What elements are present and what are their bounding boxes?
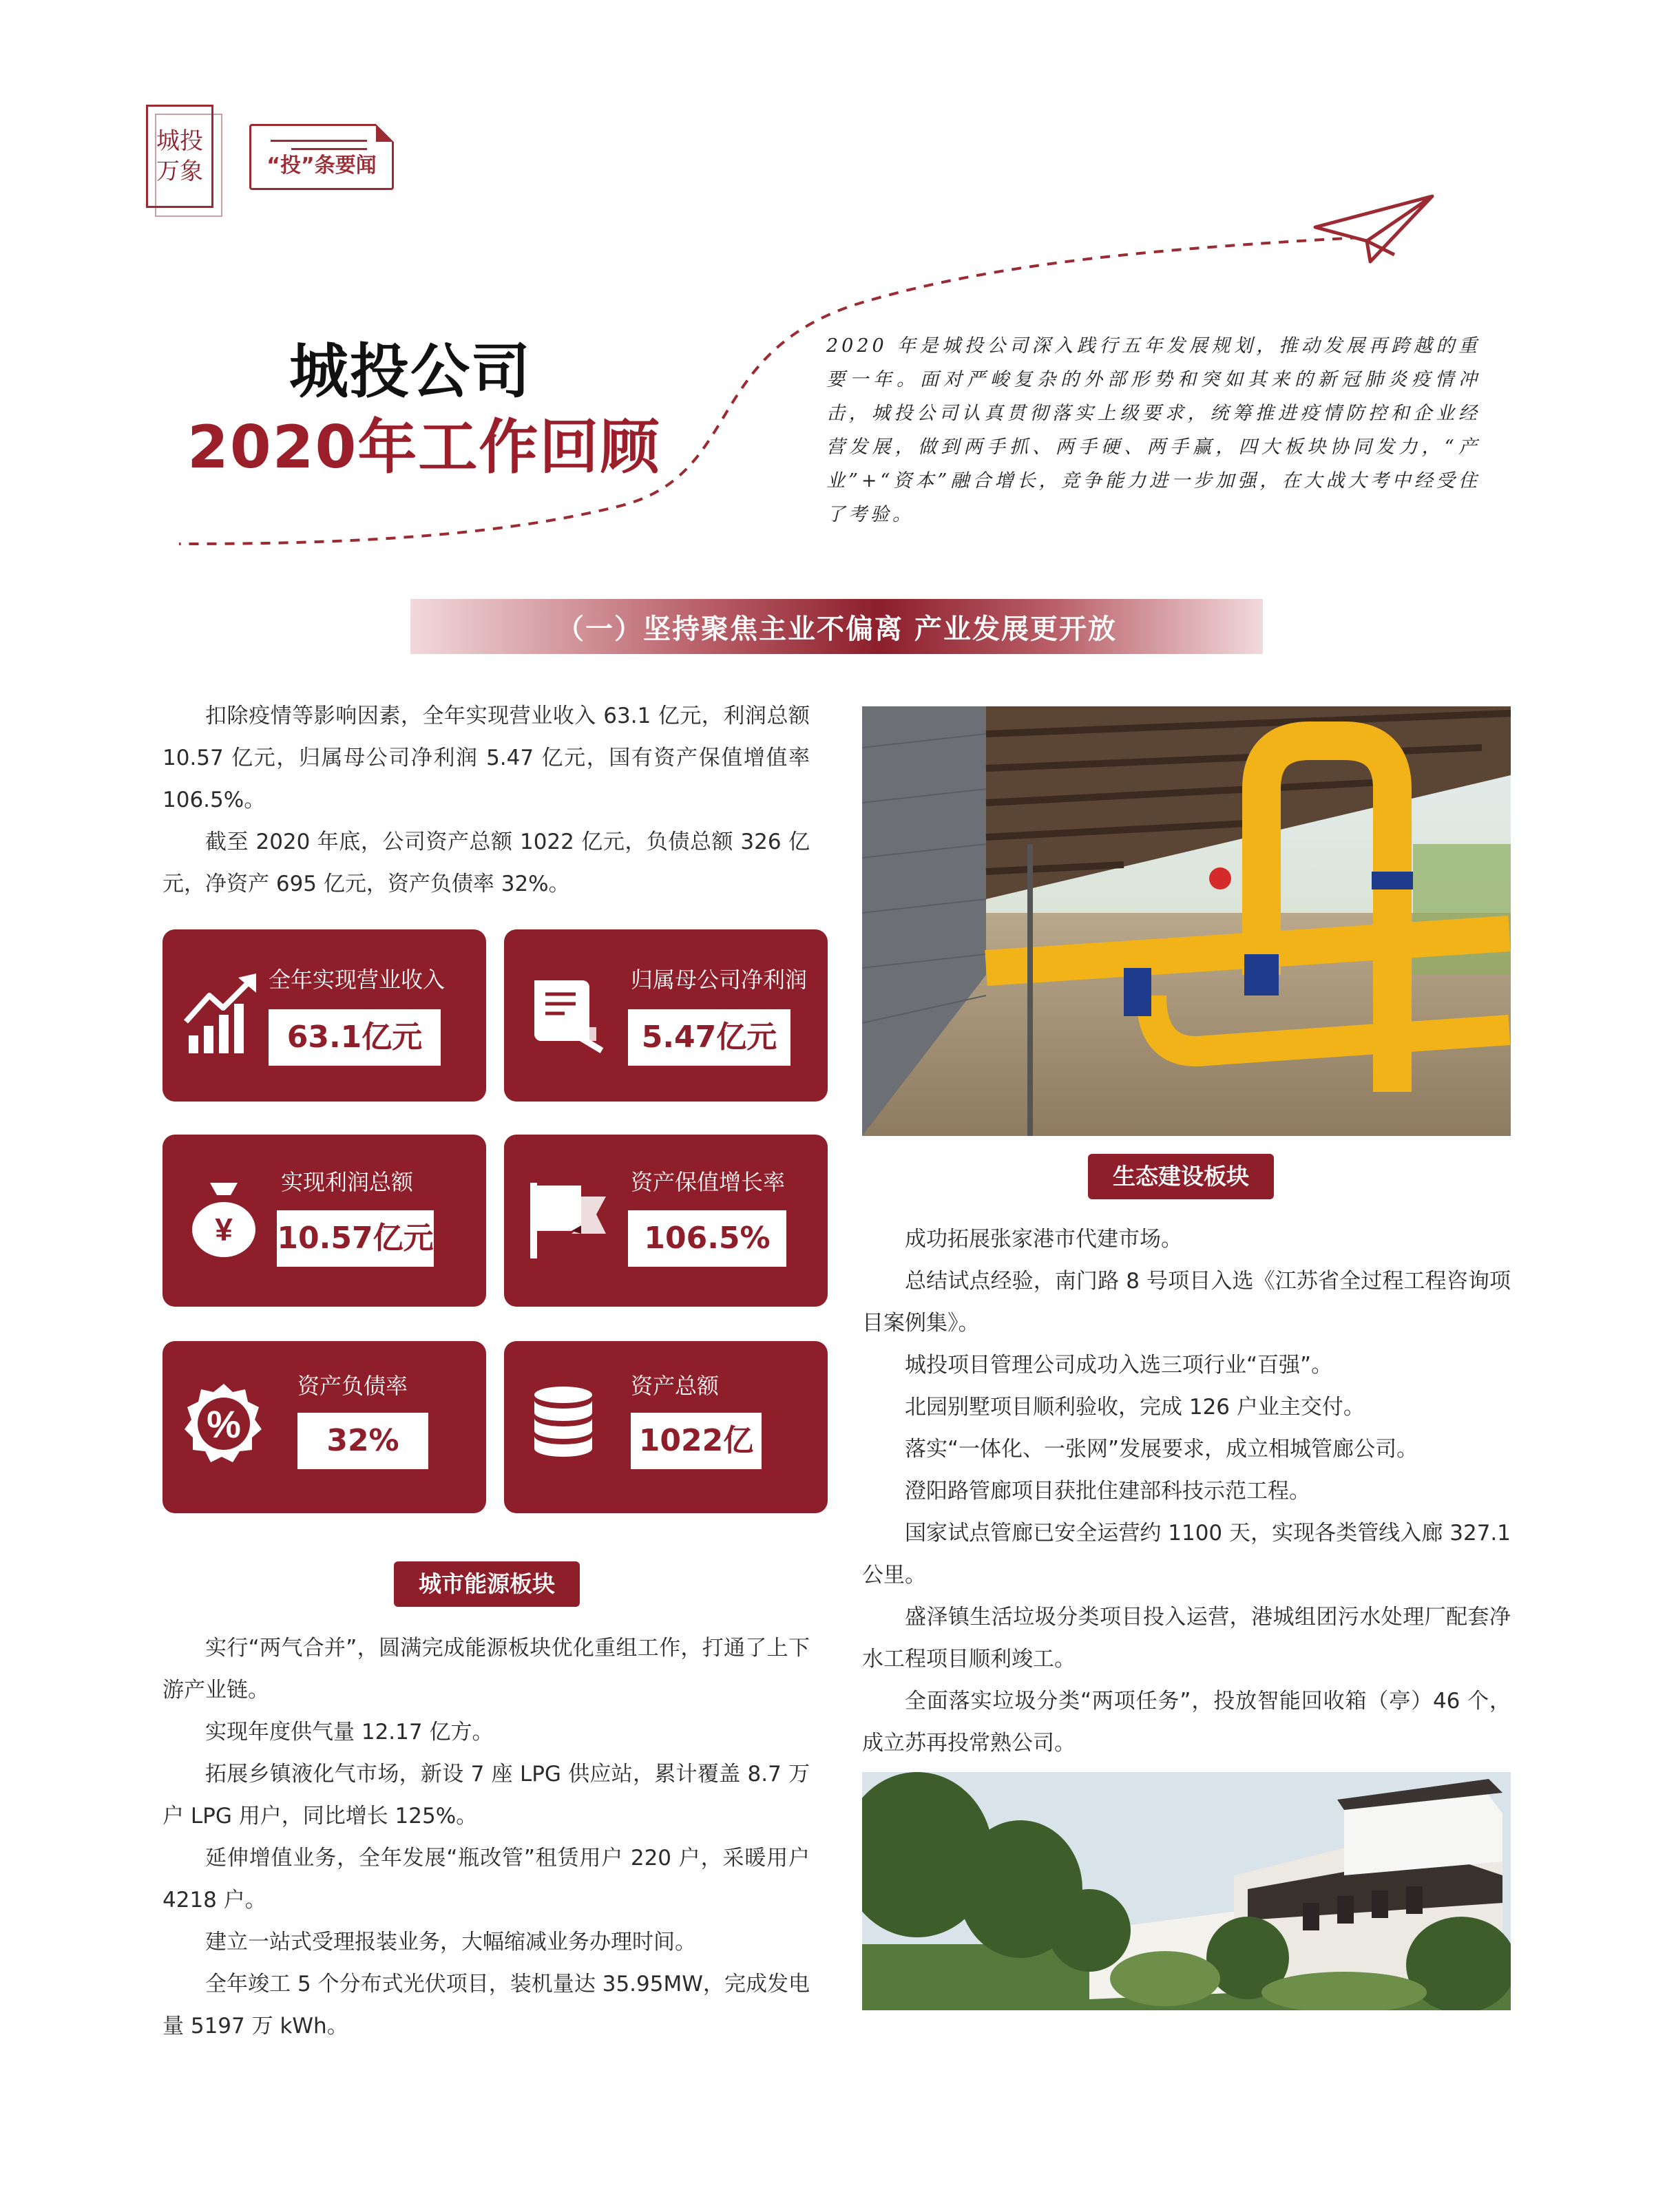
summary-paragraph: 截至 2020 年底，公司资产总额 1022 亿元，负债总额 326 亿元，净资产 695 亿元，资产负债率 32%。: [163, 830, 810, 896]
paper-plane-icon: [1312, 193, 1436, 268]
energy-paragraph: 建立一站式受理报装业务，大幅缩减业务办理时间。: [205, 1930, 696, 1955]
stat-value: 10.57亿元: [277, 1210, 434, 1267]
stat-card-net-profit: [504, 929, 828, 1102]
page-title-line1: 城投公司: [289, 337, 532, 406]
stat-title: 实现利润总额: [281, 1169, 414, 1195]
stat-title: 资产负债率: [297, 1373, 408, 1399]
stat-value: 32%: [297, 1413, 428, 1469]
eco-paragraph: 总结试点经验，南门路 8 号项目入选《江苏省全过程工程咨询项目案例集》。: [862, 1269, 1511, 1336]
column-tag-label: “投”条要闻: [266, 154, 377, 178]
eco-paragraph: 国家试点管廊已安全运营约 1100 天，实现各类管线入廊 327.1 公里。: [862, 1521, 1511, 1588]
magazine-logo: [146, 105, 213, 208]
percent-badge-icon: [179, 1380, 269, 1469]
stat-card-debt-ratio: [163, 1341, 486, 1513]
stat-title: 全年实现营业收入: [269, 967, 446, 993]
eco-paragraph: 城投项目管理公司成功入选三项行业“百强”。: [905, 1353, 1333, 1378]
stat-value: 63.1亿元: [269, 1009, 441, 1066]
svg-text:¥: ¥: [215, 1212, 233, 1247]
logo-line2: 万象: [156, 158, 203, 185]
energy-paragraph: 延伸增值业务，全年发展“瓶改管”租赁用户 220 户，采暖用户 4218 户。: [163, 1846, 810, 1913]
column-tag: [249, 124, 394, 190]
eco-section-label: 生态建设板块: [1088, 1154, 1274, 1199]
eco-text: [862, 1219, 1511, 1807]
energy-paragraph: 实行“两气合并”，圆满完成能源板块优化重组工作，打通了上下游产业链。: [163, 1636, 810, 1703]
energy-paragraph: 全年竣工 5 个分布式光伏项目，装机量达 35.95MW，完成发电量 5197 万 kWh。: [163, 1972, 810, 2039]
section-heading-bar: [410, 599, 1263, 654]
svg-text:%: %: [207, 1402, 241, 1446]
stat-title: 归属母公司净利润: [631, 967, 808, 993]
eco-paragraph: 落实“一体化、一张网”发展要求，成立相城管廊公司。: [905, 1437, 1418, 1462]
eco-paragraph: 成功拓展张家港市代建市场。: [905, 1227, 1182, 1252]
building-photo: [862, 1772, 1511, 2010]
stat-card-total-assets: [504, 1341, 828, 1513]
page-title-line2: 2020年工作回顾: [187, 413, 661, 482]
stat-card-total-profit: [163, 1135, 486, 1307]
chart-growth-icon: [179, 968, 269, 1057]
intro-paragraph: 2020 年是城投公司深入践行五年发展规划，推动发展再跨越的重要一年。面对严峻复杂的外部形势和突如其来的新冠肺炎疫情冲击，城投公司认真贯彻落实上级要求，统筹推进疫情防控和企业经营发展，做到两手抓、两手硬、两手赢，四大板块协同发力，“产业”+“资本”融合增长，竞争能力进一步加强，在大战大考中经受住了考验。: [826, 335, 1480, 525]
energy-paragraph: 实现年度供气量 12.17 亿方。: [205, 1720, 494, 1745]
stat-value: 5.47亿元: [628, 1009, 790, 1066]
money-bag-icon: [179, 1173, 269, 1263]
pipeline-photo: [862, 706, 1511, 1136]
stat-value: 106.5%: [628, 1210, 786, 1267]
energy-paragraph: 拓展乡镇液化气市场，新设 7 座 LPG 供应站，累计覆盖 8.7 万户 LPG 用户，同比增长 125%。: [163, 1762, 810, 1829]
summary-text: [163, 695, 810, 905]
flag-icon: [521, 1173, 610, 1263]
stat-card-asset-growth: [504, 1135, 828, 1307]
eco-paragraph: 北园别墅项目顺利验收，完成 126 户业主交付。: [905, 1395, 1365, 1420]
stat-value: 1022亿: [631, 1413, 762, 1469]
eco-paragraph: 澄阳路管廊项目获批住建部科技示范工程。: [905, 1479, 1310, 1504]
summary-paragraph: 扣除疫情等影响因素，全年实现营业收入 63.1 亿元，利润总额 10.57 亿元，归属母公司净利润 5.47 亿元，国有资产保值增值率 106.5%。: [163, 704, 810, 812]
logo-line1: 城投: [156, 127, 203, 155]
stat-card-revenue: [163, 929, 486, 1102]
scroll-document-icon: [521, 968, 610, 1057]
section-heading-text: （一）坚持聚焦主业不偏离 产业发展更开放: [556, 613, 1117, 645]
energy-text: [163, 1628, 810, 2047]
stat-title: 资产总额: [631, 1373, 720, 1399]
coin-stack-icon: [521, 1380, 610, 1469]
tag-corner: [376, 124, 394, 142]
eco-paragraph: 全面落实垃圾分类“两项任务”，投放智能回收箱（亭）46 个，成立苏再投常熟公司。: [862, 1689, 1511, 1756]
energy-section-label: 城市能源板块: [394, 1561, 580, 1607]
stat-title: 资产保值增长率: [631, 1169, 786, 1195]
eco-paragraph: 盛泽镇生活垃圾分类项目投入运营，港城组团污水处理厂配套净水工程项目顺利竣工。: [862, 1605, 1511, 1672]
